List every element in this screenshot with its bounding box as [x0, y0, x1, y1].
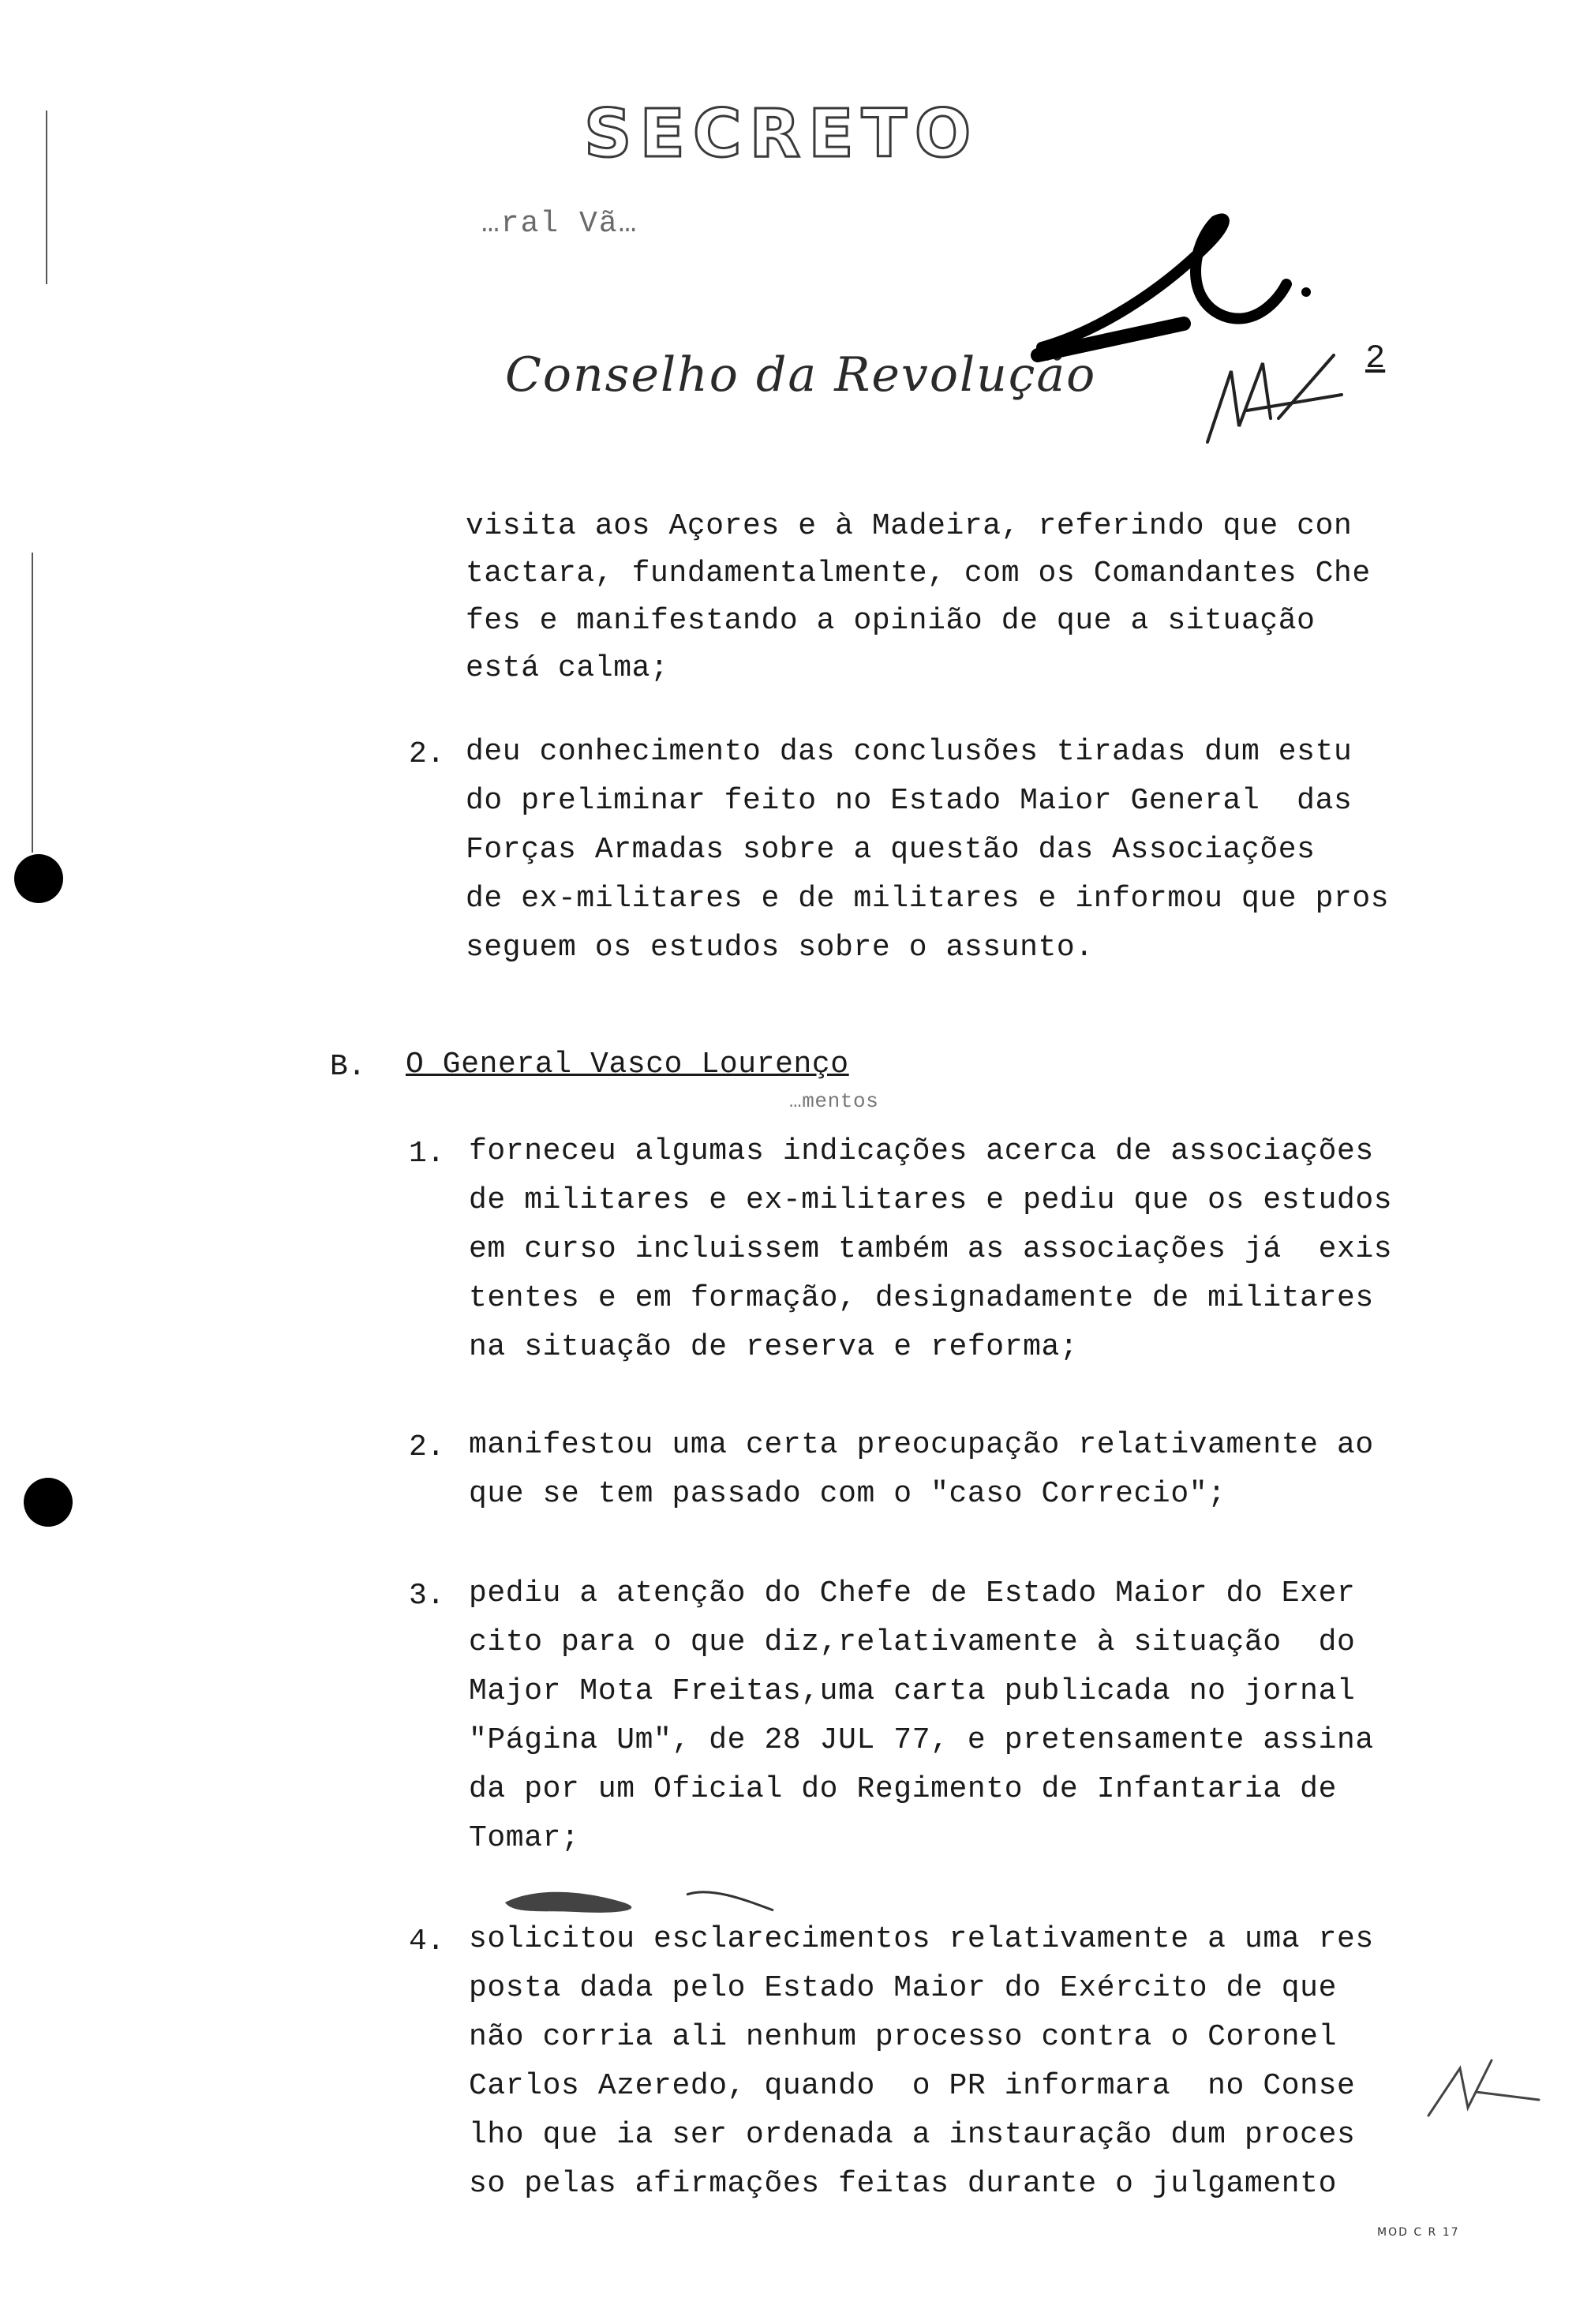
intro-line: está calma;: [466, 651, 669, 685]
item-line: em curso incluissem também as associações já exis: [469, 1232, 1393, 1266]
form-code: MOD C R 17: [1377, 2226, 1460, 2239]
intro-line: visita aos Açores e à Madeira, referindo que con: [466, 509, 1353, 543]
heading-annotation: …mentos: [789, 1089, 879, 1113]
item-line: Carlos Azeredo, quando o PR informara no Conse: [469, 2069, 1356, 2103]
item-line: lho que ia ser ordenada a instauração dum proces: [469, 2118, 1356, 2152]
punch-hole: [14, 854, 63, 903]
item-line: da por um Oficial do Regimento de Infantaria de: [469, 1772, 1337, 1806]
item-line: não corria ali nenhum processo contra o Coronel: [469, 2020, 1337, 2054]
faded-header-line: …ral Vã…: [481, 207, 638, 241]
intro-line: tactara, fundamentalmente, com os Comandantes Che: [466, 557, 1371, 590]
item-line: cito para o que diz,relativamente à situação do: [469, 1625, 1356, 1659]
page-number: 2: [1365, 339, 1386, 377]
section-marker: B.: [330, 1050, 366, 1084]
item-line: na situação de reserva e reforma;: [469, 1330, 1079, 1364]
item-line: pediu a atenção do Chefe de Estado Maior do Exer: [469, 1576, 1356, 1610]
handwritten-initials: [1184, 324, 1357, 458]
margin-rule: [32, 553, 33, 853]
margin-rule: [46, 111, 47, 284]
item-line: tentes e em formação, designadamente de militares: [469, 1281, 1374, 1315]
item-line: deu conhecimento das conclusões tiradas dum estu: [466, 735, 1353, 769]
item-marker: 2.: [409, 737, 445, 771]
item-line: Major Mota Freitas,uma carta publicada no jornal: [469, 1674, 1356, 1708]
item-line: manifestou uma certa preocupação relativamente ao: [469, 1428, 1374, 1462]
punch-hole: [24, 1478, 73, 1527]
item-line: de ex-militares e de militares e informou que pros: [466, 882, 1390, 916]
margin-handwritten-mark: [1421, 2045, 1547, 2131]
ink-smudge: [489, 1871, 805, 1926]
secret-stamp: SECRETO: [584, 95, 979, 172]
section-heading: O General Vasco Lourenço: [406, 1048, 849, 1081]
item-marker: 4.: [409, 1925, 445, 1959]
item-line: solicitou esclarecimentos relativamente a uma res: [469, 1922, 1374, 1956]
item-line: Tomar;: [469, 1821, 580, 1855]
intro-line: fes e manifestando a opinião de que a situação: [466, 604, 1316, 638]
item-line: so pelas afirmações feitas durante o julgamento: [469, 2167, 1337, 2201]
item-line: forneceu algumas indicações acerca de associações: [469, 1134, 1374, 1168]
letterhead-title: Conselho da Revolução: [505, 347, 1097, 403]
item-line: do preliminar feito no Estado Maior General das: [466, 784, 1353, 818]
item-marker: 2.: [409, 1430, 445, 1464]
item-line: de militares e ex-militares e pediu que os estudos: [469, 1183, 1393, 1217]
item-line: seguem os estudos sobre o assunto.: [466, 931, 1094, 965]
item-marker: 1.: [409, 1137, 445, 1171]
item-line: que se tem passado com o "caso Correcio";: [469, 1477, 1226, 1511]
item-line: "Página Um", de 28 JUL 77, e pretensamente assina: [469, 1723, 1374, 1757]
item-line: posta dada pelo Estado Maior do Exército de que: [469, 1971, 1337, 2005]
item-line: Forças Armadas sobre a questão das Associações: [466, 833, 1316, 867]
item-marker: 3.: [409, 1579, 445, 1613]
